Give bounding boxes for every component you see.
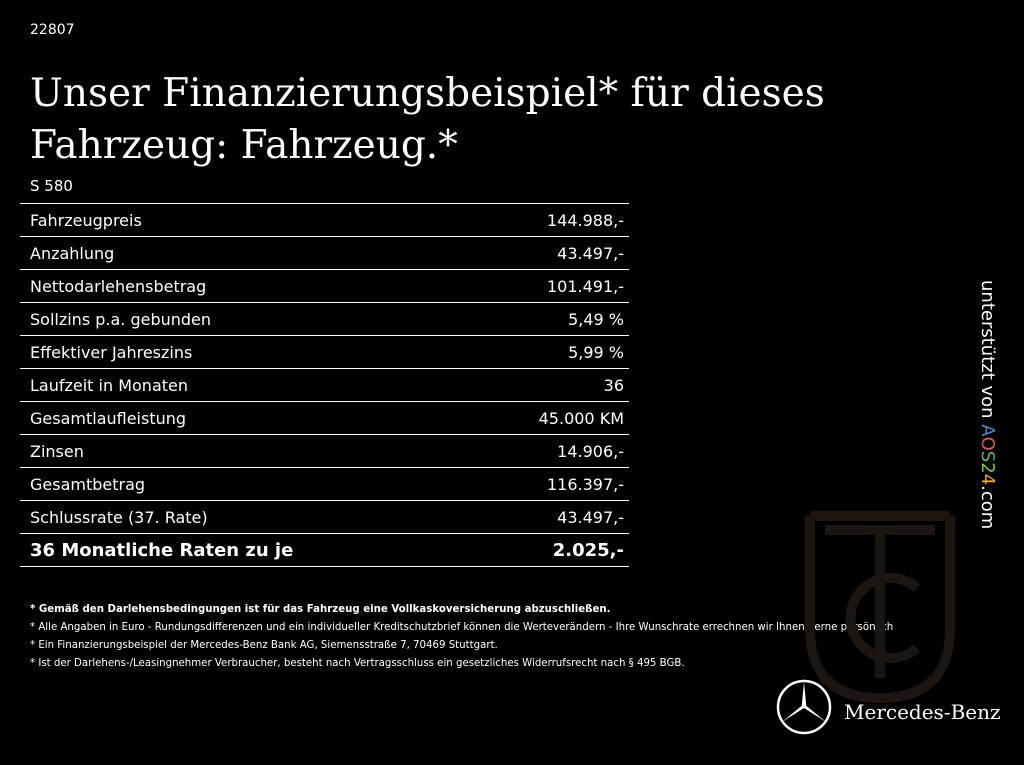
row-label: Anzahlung [30, 243, 115, 263]
mercedes-star-icon [775, 678, 833, 736]
row-label: Schlussrate (37. Rate) [30, 507, 208, 527]
sponsor-logo-o: O [977, 436, 998, 451]
row-value: 116.397,- [546, 474, 624, 494]
row-value: 36 [603, 375, 624, 395]
page-title: Unser Finanzierungsbeispiel* für dieses Fahrzeug: Fahrzeug.* [30, 71, 825, 168]
table-row [20, 336, 629, 369]
row-label: Zinsen [30, 441, 84, 461]
table-row [20, 369, 629, 402]
financing-table [20, 203, 629, 567]
sponsor-logo-2: 2 [977, 462, 998, 474]
row-value: 45.000 KM [538, 408, 624, 428]
row-label: Fahrzeugpreis [30, 210, 142, 230]
brand-name: Mercedes-Benz [844, 700, 1001, 724]
footnote: * Alle Angaben in Euro - Rundungsdifferenzen und ein individueller Kreditschutzbrief können die Werteverändern - Ihre Wunschrate errechnen wir Ihnen gerne persönlich [30, 622, 894, 633]
sponsor-logo-a: A [977, 424, 998, 437]
row-label: Gesamtlaufleistung [30, 408, 187, 428]
table-row [20, 270, 629, 303]
table-row [20, 303, 629, 336]
row-label: Gesamtbetrag [30, 474, 146, 494]
total-row [20, 534, 629, 567]
sponsor-prefix: unterstützt von [977, 280, 998, 425]
model-name: S 580 [30, 177, 73, 195]
footnote: * Gemäß den Darlehensbedingungen ist für das Fahrzeug eine Vollkaskoversicherung abzuschließen. [30, 604, 611, 615]
table-row [20, 237, 629, 270]
reference-number: 22807 [30, 22, 75, 38]
sponsor-suffix: .com [977, 485, 998, 530]
footnote: * Ein Finanzierungsbeispiel der Mercedes-Benz Bank AG, Siemensstraße 7, 70469 Stuttgart. [30, 640, 498, 651]
row-label: Laufzeit in Monaten [30, 375, 189, 395]
table-row [20, 501, 629, 534]
row-label: Sollzins p.a. gebunden [30, 309, 212, 329]
row-value: 144.988,- [546, 210, 624, 230]
row-value: 101.491,- [546, 276, 624, 296]
table-row [20, 402, 629, 435]
row-value: 14.906,- [557, 441, 624, 461]
row-label: Effektiver Jahreszins [30, 342, 193, 362]
total-label: 36 Monatliche Raten zu je [30, 539, 294, 561]
row-value: 5,49 % [568, 309, 624, 329]
table-row [20, 435, 629, 468]
row-label: Nettodarlehensbetrag [30, 276, 207, 296]
table-row [20, 468, 629, 501]
sponsor-logo-4: 4 [977, 473, 998, 486]
sponsor-text [974, 280, 998, 529]
footnote: * Ist der Darlehens-/Leasingnehmer Verbraucher, besteht nach Vertragsschluss ein gesetzliches Widerrufsrecht nach § 495 BGB. [30, 658, 685, 669]
table-row [20, 204, 629, 237]
sponsor-logo-s: S [977, 450, 998, 463]
row-value: 43.497,- [557, 243, 624, 263]
row-value: 43.497,- [557, 507, 624, 527]
row-value: 5,99 % [568, 342, 624, 362]
footnotes [30, 601, 893, 673]
total-value: 2.025,- [552, 539, 624, 561]
